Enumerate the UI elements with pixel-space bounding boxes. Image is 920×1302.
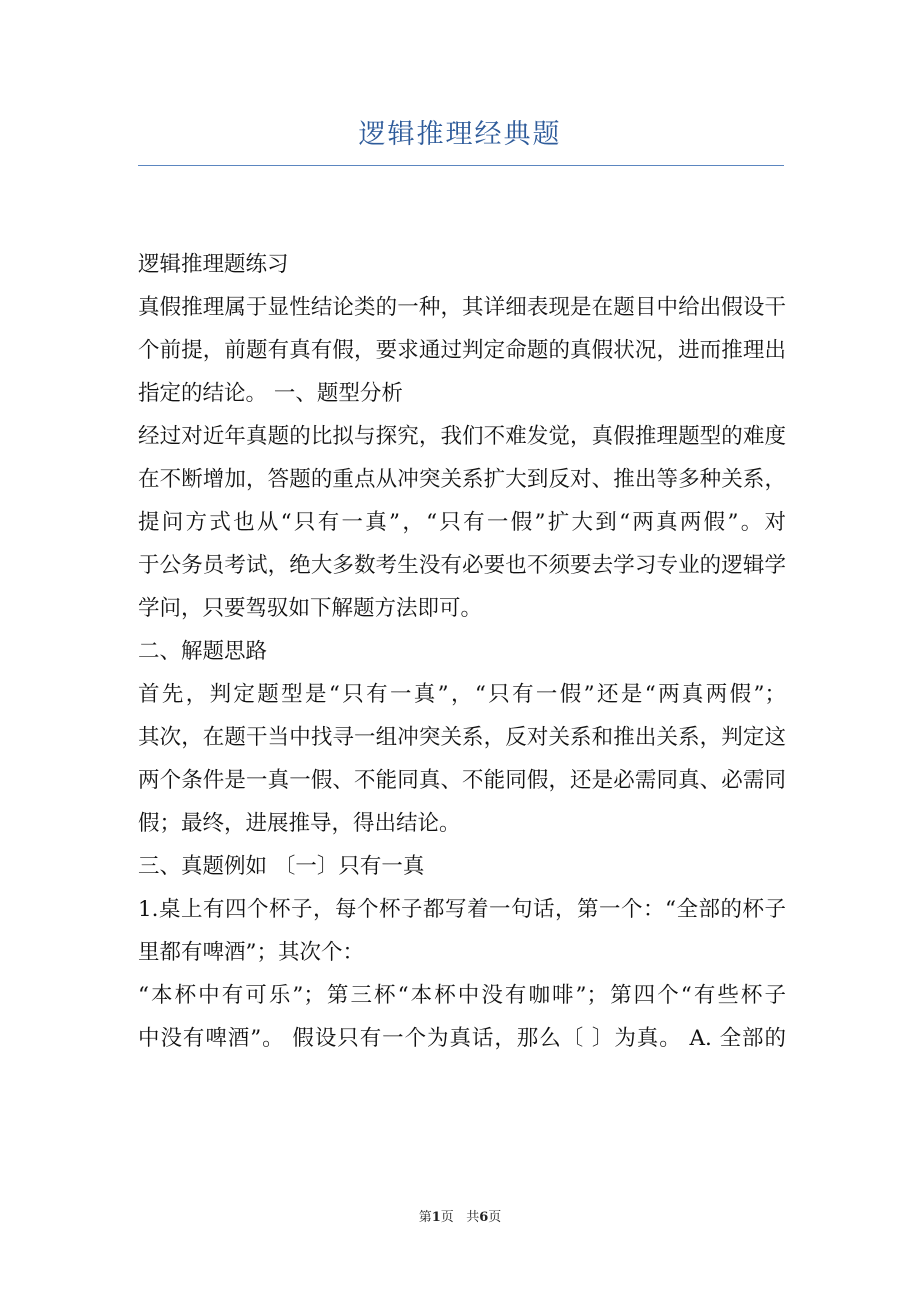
document-title: 逻辑推理经典题 bbox=[358, 119, 562, 150]
body-line: 经过对近年真题的比拟与探究，我们不难发觉，真假推理题型的难度 bbox=[138, 424, 786, 449]
body-line: 在不断增加，答题的重点从冲突关系扩大到反对、推出等多种关系， bbox=[138, 467, 786, 492]
footer-suffix: 页 bbox=[488, 1210, 502, 1225]
body-line: 真假推理属于显性结论类的一种，其详细表现是在题目中给出假设干 bbox=[138, 295, 786, 320]
body-line: 其次，在题干当中找寻一组冲突关系，反对关系和推出关系，判定这 bbox=[138, 725, 786, 750]
body-line: 于公务员考试，绝大多数考生没有必要也不须要去学习专业的逻辑学 bbox=[138, 553, 786, 578]
body-line: 二、解题思路 bbox=[138, 639, 268, 664]
page-footer bbox=[0, 1206, 920, 1225]
body-line: 假；最终，进展推导，得出结论。 bbox=[138, 811, 461, 836]
body-line: 个前提，前题有真有假，要求通过判定命题的真假状况，进而推理出 bbox=[138, 338, 786, 363]
title-underline bbox=[138, 165, 784, 166]
body-line: 指定的结论。 一、题型分析 bbox=[138, 381, 403, 406]
body-line: 首先，判定题型是“只有一真”，“只有一假”还是“两真两假”； bbox=[138, 682, 786, 707]
body-line: 提问方式也从“只有一真”，“只有一假”扩大到“两真两假”。对 bbox=[138, 510, 786, 535]
body-line: 中没有啤酒”。 假设只有一个为真话，那么〔 〕为真。 A. 全部的 bbox=[138, 1026, 786, 1051]
current-page-number: 1 bbox=[431, 1210, 441, 1225]
body-line: 逻辑推理题练习 bbox=[138, 252, 289, 277]
footer-mid: 页 共 bbox=[440, 1210, 480, 1225]
body-line: 两个条件是一真一假、不能同真、不能同假，还是必需同真、必需同 bbox=[138, 768, 786, 793]
body-line: 1.桌上有四个杯子，每个杯子都写着一句话，第一个：“全部的杯子 bbox=[138, 897, 786, 922]
document-body bbox=[138, 243, 786, 1060]
total-page-count: 6 bbox=[479, 1210, 489, 1225]
body-line: 里都有啤酒”；其次个： bbox=[138, 940, 364, 965]
body-line: 学问，只要驾驭如下解题方法即可。 bbox=[138, 596, 483, 621]
body-line: “本杯中有可乐”；第三杯“本杯中没有咖啡”；第四个“有些杯子 bbox=[138, 983, 786, 1008]
footer-prefix: 第 bbox=[418, 1210, 432, 1225]
body-line: 三、真题例如 〔一〕只有一真 bbox=[138, 854, 425, 879]
